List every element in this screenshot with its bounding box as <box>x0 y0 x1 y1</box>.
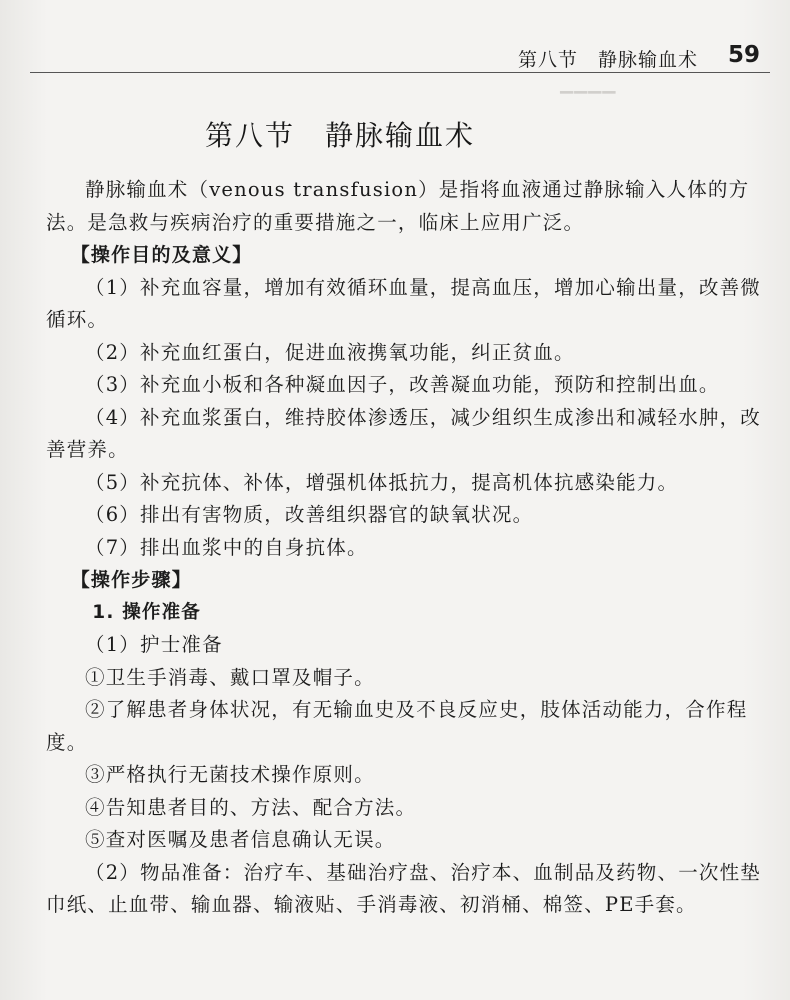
purpose-item: （6）排出有害物质，改善组织器官的缺氧状况。 <box>85 503 534 526</box>
nurse-prep-item: ①卫生手消毒、戴口罩及帽子。 <box>85 665 375 689</box>
prep-subheading: 1. 操作准备 <box>92 601 201 623</box>
nurse-prep-item: ②了解患者身体状况，有无输血史及不良反应史，肢体活动能力，合作程度。 <box>46 698 748 754</box>
running-head: 第八节 静脉输血术 <box>517 49 698 71</box>
nurse-prep-item: ③严格执行无菌技术操作原则。 <box>85 763 375 786</box>
purpose-item: （1）补充血容量，增加有效循环血量，提高血压，增加心输出量，改善微循环。 <box>46 275 762 331</box>
supplies-paragraph: （2）物品准备：治疗车、基础治疗盘、治疗本、血制品及药物、一次性垫巾纸、止血带、输血器、输液贴、手消毒液、初消桶、棉签、PE手套。 <box>46 860 762 916</box>
purpose-item: （4）补充血浆蛋白，维持胶体渗透压，减少组织生成渗出和减轻水肿，改善营养。 <box>46 405 762 461</box>
purpose-item: （7）排出血浆中的自身抗体。 <box>85 535 368 559</box>
page-header <box>0 42 790 72</box>
purpose-heading: 【操作目的及意义】 <box>70 244 253 266</box>
purpose-item: （3）补充血小板和各种凝血因子，改善凝血功能，预防和控制出血。 <box>85 373 720 396</box>
show-through-text: ▔▔▔▔ <box>560 92 617 112</box>
nurse-prep-item: ④告知患者目的、方法、配合方法。 <box>85 795 417 819</box>
header-rule <box>30 72 770 73</box>
intro-paragraph: 静脉输血术（venous transfusion）是指将血液通过静脉输入人体的方法。是急救与疾病治疗的重要措施之一，临床上应用广泛。 <box>46 178 750 234</box>
purpose-item: （5）补充抗体、补体，增强机体抵抗力，提高机体抗感染能力。 <box>85 470 679 494</box>
nurse-prep-label: （1）护士准备 <box>85 633 223 656</box>
body-text <box>46 174 766 922</box>
page-number: 59 <box>727 42 760 68</box>
nurse-prep-item: ⑤查对医嘱及患者信息确认无误。 <box>85 828 396 851</box>
steps-heading: 【操作步骤】 <box>70 569 192 591</box>
section-title: 第八节 静脉输血术 <box>204 119 475 152</box>
purpose-item: （2）补充血红蛋白，促进血液携氧功能，纠正贫血。 <box>85 340 575 364</box>
